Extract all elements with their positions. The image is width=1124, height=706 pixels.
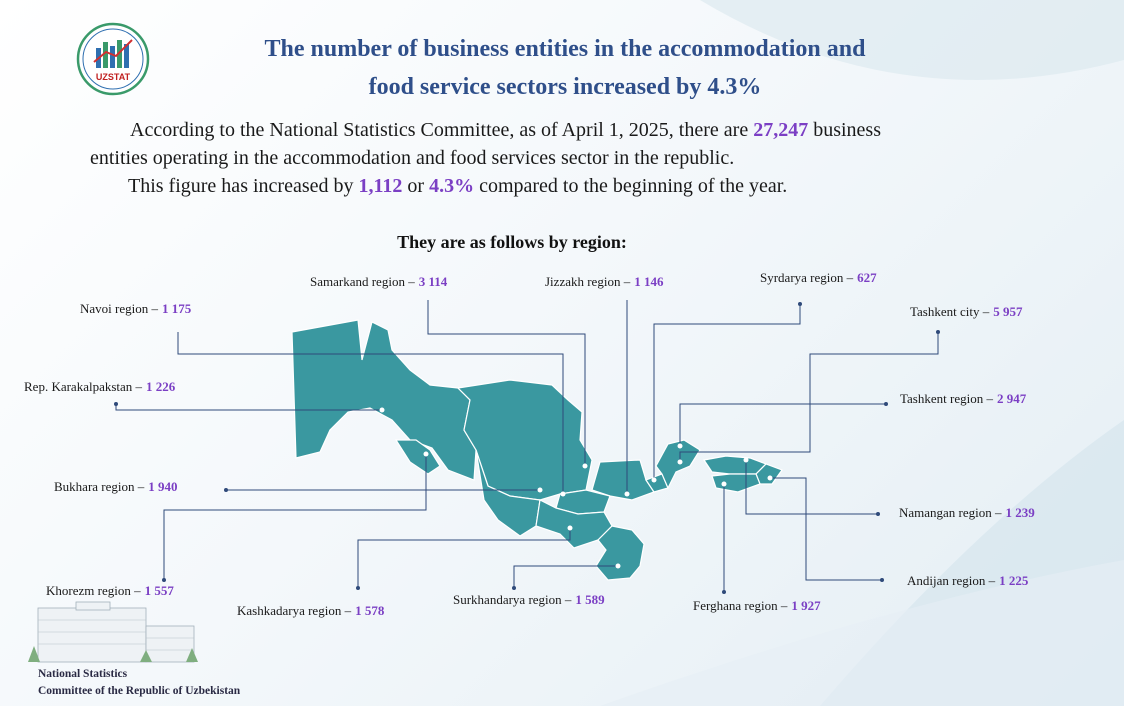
footer-line-2: Committee of the Republic of Uzbekistan (38, 685, 241, 697)
value-khorezm: 1 557 (144, 583, 174, 598)
p1-text-b: business (808, 119, 881, 141)
label-bukhara: Bukhara region – 1 940 (54, 479, 178, 494)
p3-text-c: compared to the beginning of the year. (474, 175, 788, 197)
leader-kashkadarya (358, 528, 570, 588)
label-surkhandarya: Surkhandarya region – 1 589 (453, 592, 605, 607)
value-andijan: 1 225 (999, 573, 1029, 588)
label-namangan: Namangan region – 1 239 (899, 505, 1035, 520)
paragraph-2: entities operating in the accommodation and food services sector in the republic. (90, 147, 735, 169)
logo-text: UZSTAT (95, 72, 131, 82)
footer-organization (38, 666, 240, 700)
increase-value: 1,112 (358, 175, 403, 197)
label-tashkent-city: Tashkent city – 5 957 (910, 304, 1023, 319)
label-samarkand: Samarkand region – 3 114 (310, 274, 448, 289)
p1-text-a: According to the National Statistics Committee, as of April 1, 2025, there are (130, 119, 754, 141)
value-ferghana: 1 927 (791, 598, 821, 613)
title-line-1: The number of business entities in the accommodation and (264, 36, 866, 62)
building-illustration (26, 600, 201, 668)
map-shape (292, 320, 782, 580)
value-tashkent-region: 2 947 (996, 391, 1027, 406)
value-jizzakh: 1 146 (634, 274, 664, 289)
title-line-2: food service sectors increased by 4.3% (368, 74, 762, 100)
label-navoi: Navoi region – 1 175 (80, 301, 192, 316)
value-namangan: 1 239 (1005, 505, 1035, 520)
region-subheading: They are as follows by region: (397, 232, 627, 252)
label-ferghana: Ferghana region – 1 927 (693, 598, 821, 613)
label-andijan: Andijan region – 1 225 (907, 573, 1029, 588)
total-entities-value: 27,247 (753, 119, 809, 141)
value-kashkadarya: 1 578 (355, 603, 385, 618)
p3-text-b: or (402, 175, 430, 197)
footer-line-1: National Statistics (38, 668, 128, 680)
label-kashkadarya: Kashkadarya region – 1 578 (237, 603, 385, 618)
label-karakalpakstan: Rep. Karakalpakstan – 1 226 (24, 379, 176, 394)
p3-text-a: This figure has increased by (128, 175, 359, 197)
value-bukhara: 1 940 (148, 479, 178, 494)
region-ferghana (712, 474, 760, 492)
label-tashkent-region: Tashkent region – 2 947 (900, 391, 1027, 406)
value-samarkand: 3 114 (418, 274, 448, 289)
region-surkhandarya (596, 526, 644, 580)
label-jizzakh: Jizzakh region – 1 146 (545, 274, 664, 289)
value-karakalpakstan: 1 226 (146, 379, 176, 394)
value-surkhandarya: 1 589 (575, 592, 605, 607)
value-syrdarya: 627 (857, 270, 877, 285)
leader-andijan (770, 478, 882, 580)
increase-percent: 4.3% (429, 175, 475, 197)
leader-khorezm (164, 454, 426, 580)
value-tashkent-city: 5 957 (993, 304, 1023, 319)
region-karakalpakstan (292, 320, 476, 480)
leader-tashkent-region (680, 404, 886, 446)
value-navoi: 1 175 (161, 301, 192, 316)
label-khorezm: Khorezm region – 1 557 (46, 583, 174, 598)
region-namangan (704, 456, 766, 474)
region-navoi (458, 380, 592, 500)
label-syrdarya: Syrdarya region – 627 (760, 270, 877, 285)
